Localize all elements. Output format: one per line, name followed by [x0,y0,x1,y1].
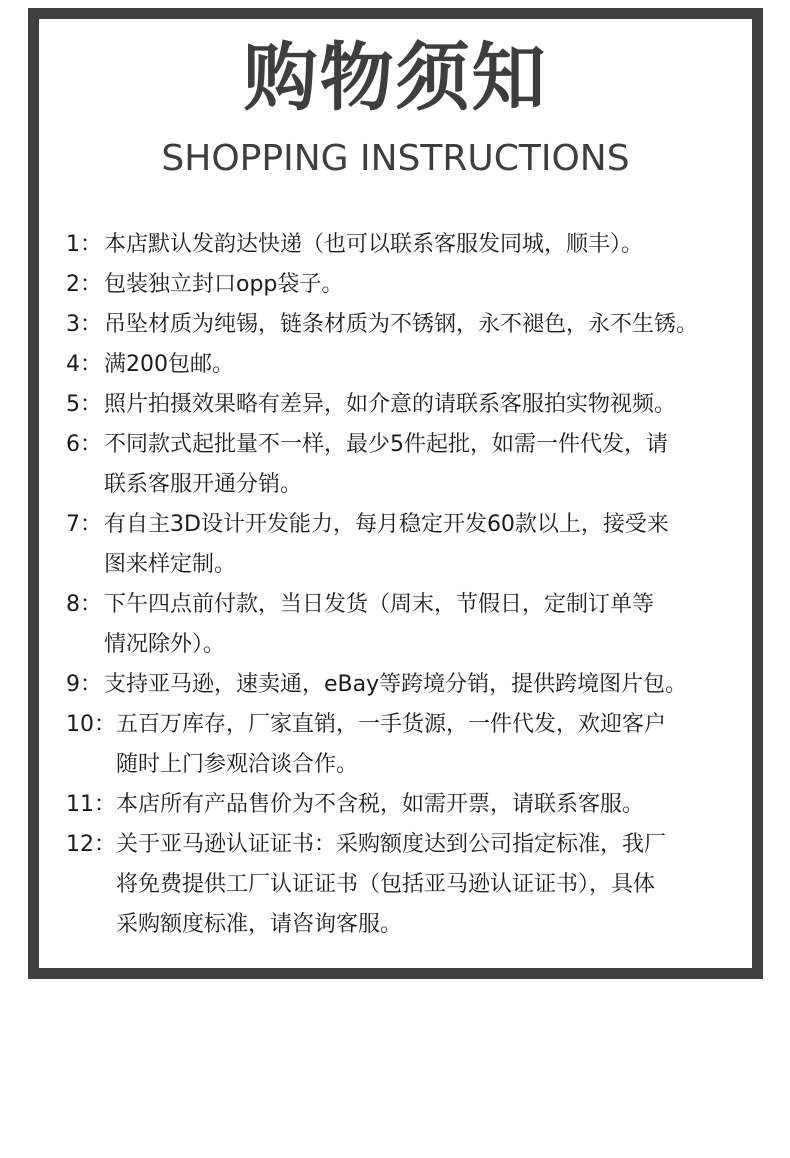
item-number: 9： [66,672,102,697]
item-number: 1： [66,232,102,257]
list-item [39,665,752,705]
list-item [39,265,752,305]
item-number: 4： [66,352,102,377]
list-item [39,385,752,425]
item-text: 本店所有产品售价为不含税，如需开票，请联系客服。 [116,792,645,817]
item-number: 6： [66,432,102,457]
page-subtitle: SHOPPING INSTRUCTIONS [161,138,630,179]
item-number: 12： [66,832,116,857]
item-text-continued: 联系客服开通分销。 [104,472,303,497]
instructions-list [39,225,752,945]
item-number: 3： [66,312,102,337]
page-title: 购物须知 [243,35,548,121]
item-text: 本店默认发韵达快递（也可以联系客服发同城，顺丰）。 [104,232,644,257]
item-text-continued: 情况除外）。 [104,632,226,657]
item-text: 不同款式起批量不一样，最少5件起批，如需一件代发，请 [104,432,668,457]
item-text: 支持亚马逊，速卖通，eBay等跨境分销，提供跨境图片包。 [104,672,688,697]
item-number: 8： [66,592,102,617]
item-text: 满200包邮。 [104,352,234,377]
list-item [39,345,752,385]
item-text: 吊坠材质为纯锡，链条材质为不锈钢，永不褪色，永不生锈。 [104,312,699,337]
notice-frame [28,8,763,979]
item-text: 有自主3D设计开发能力，每月稳定开发60款以上，接受来 [104,512,669,537]
list-item [39,825,752,945]
item-number: 5： [66,392,102,417]
item-number: 10： [66,712,116,737]
item-text: 包装独立封口opp袋子。 [104,272,344,297]
item-number: 2： [66,272,102,297]
list-item [39,505,752,585]
item-text-continued: 将免费提供工厂认证证书（包括亚马逊认证证书），具体 [116,872,656,897]
item-text-continued: 随时上门参观洽谈合作。 [116,752,359,777]
item-text: 五百万库存，厂家直销，一手货源，一件代发，欢迎客户 [116,712,667,737]
list-item [39,705,752,785]
list-item [39,425,752,505]
list-item [39,785,752,825]
item-text: 照片拍摄效果略有差异，如介意的请联系客服拍实物视频。 [104,392,677,417]
item-number: 11： [66,792,116,817]
list-item [39,225,752,265]
item-text: 下午四点前付款，当日发货（周末，节假日，定制订单等 [104,592,655,617]
list-item [39,585,752,665]
item-number: 7： [66,512,102,537]
list-item [39,305,752,345]
item-text-continued: 采购额度标准，请咨询客服。 [116,912,403,937]
item-text: 关于亚马逊认证证书：采购额度达到公司指定标准，我厂 [116,832,667,857]
item-text-continued: 图来样定制。 [104,552,237,577]
